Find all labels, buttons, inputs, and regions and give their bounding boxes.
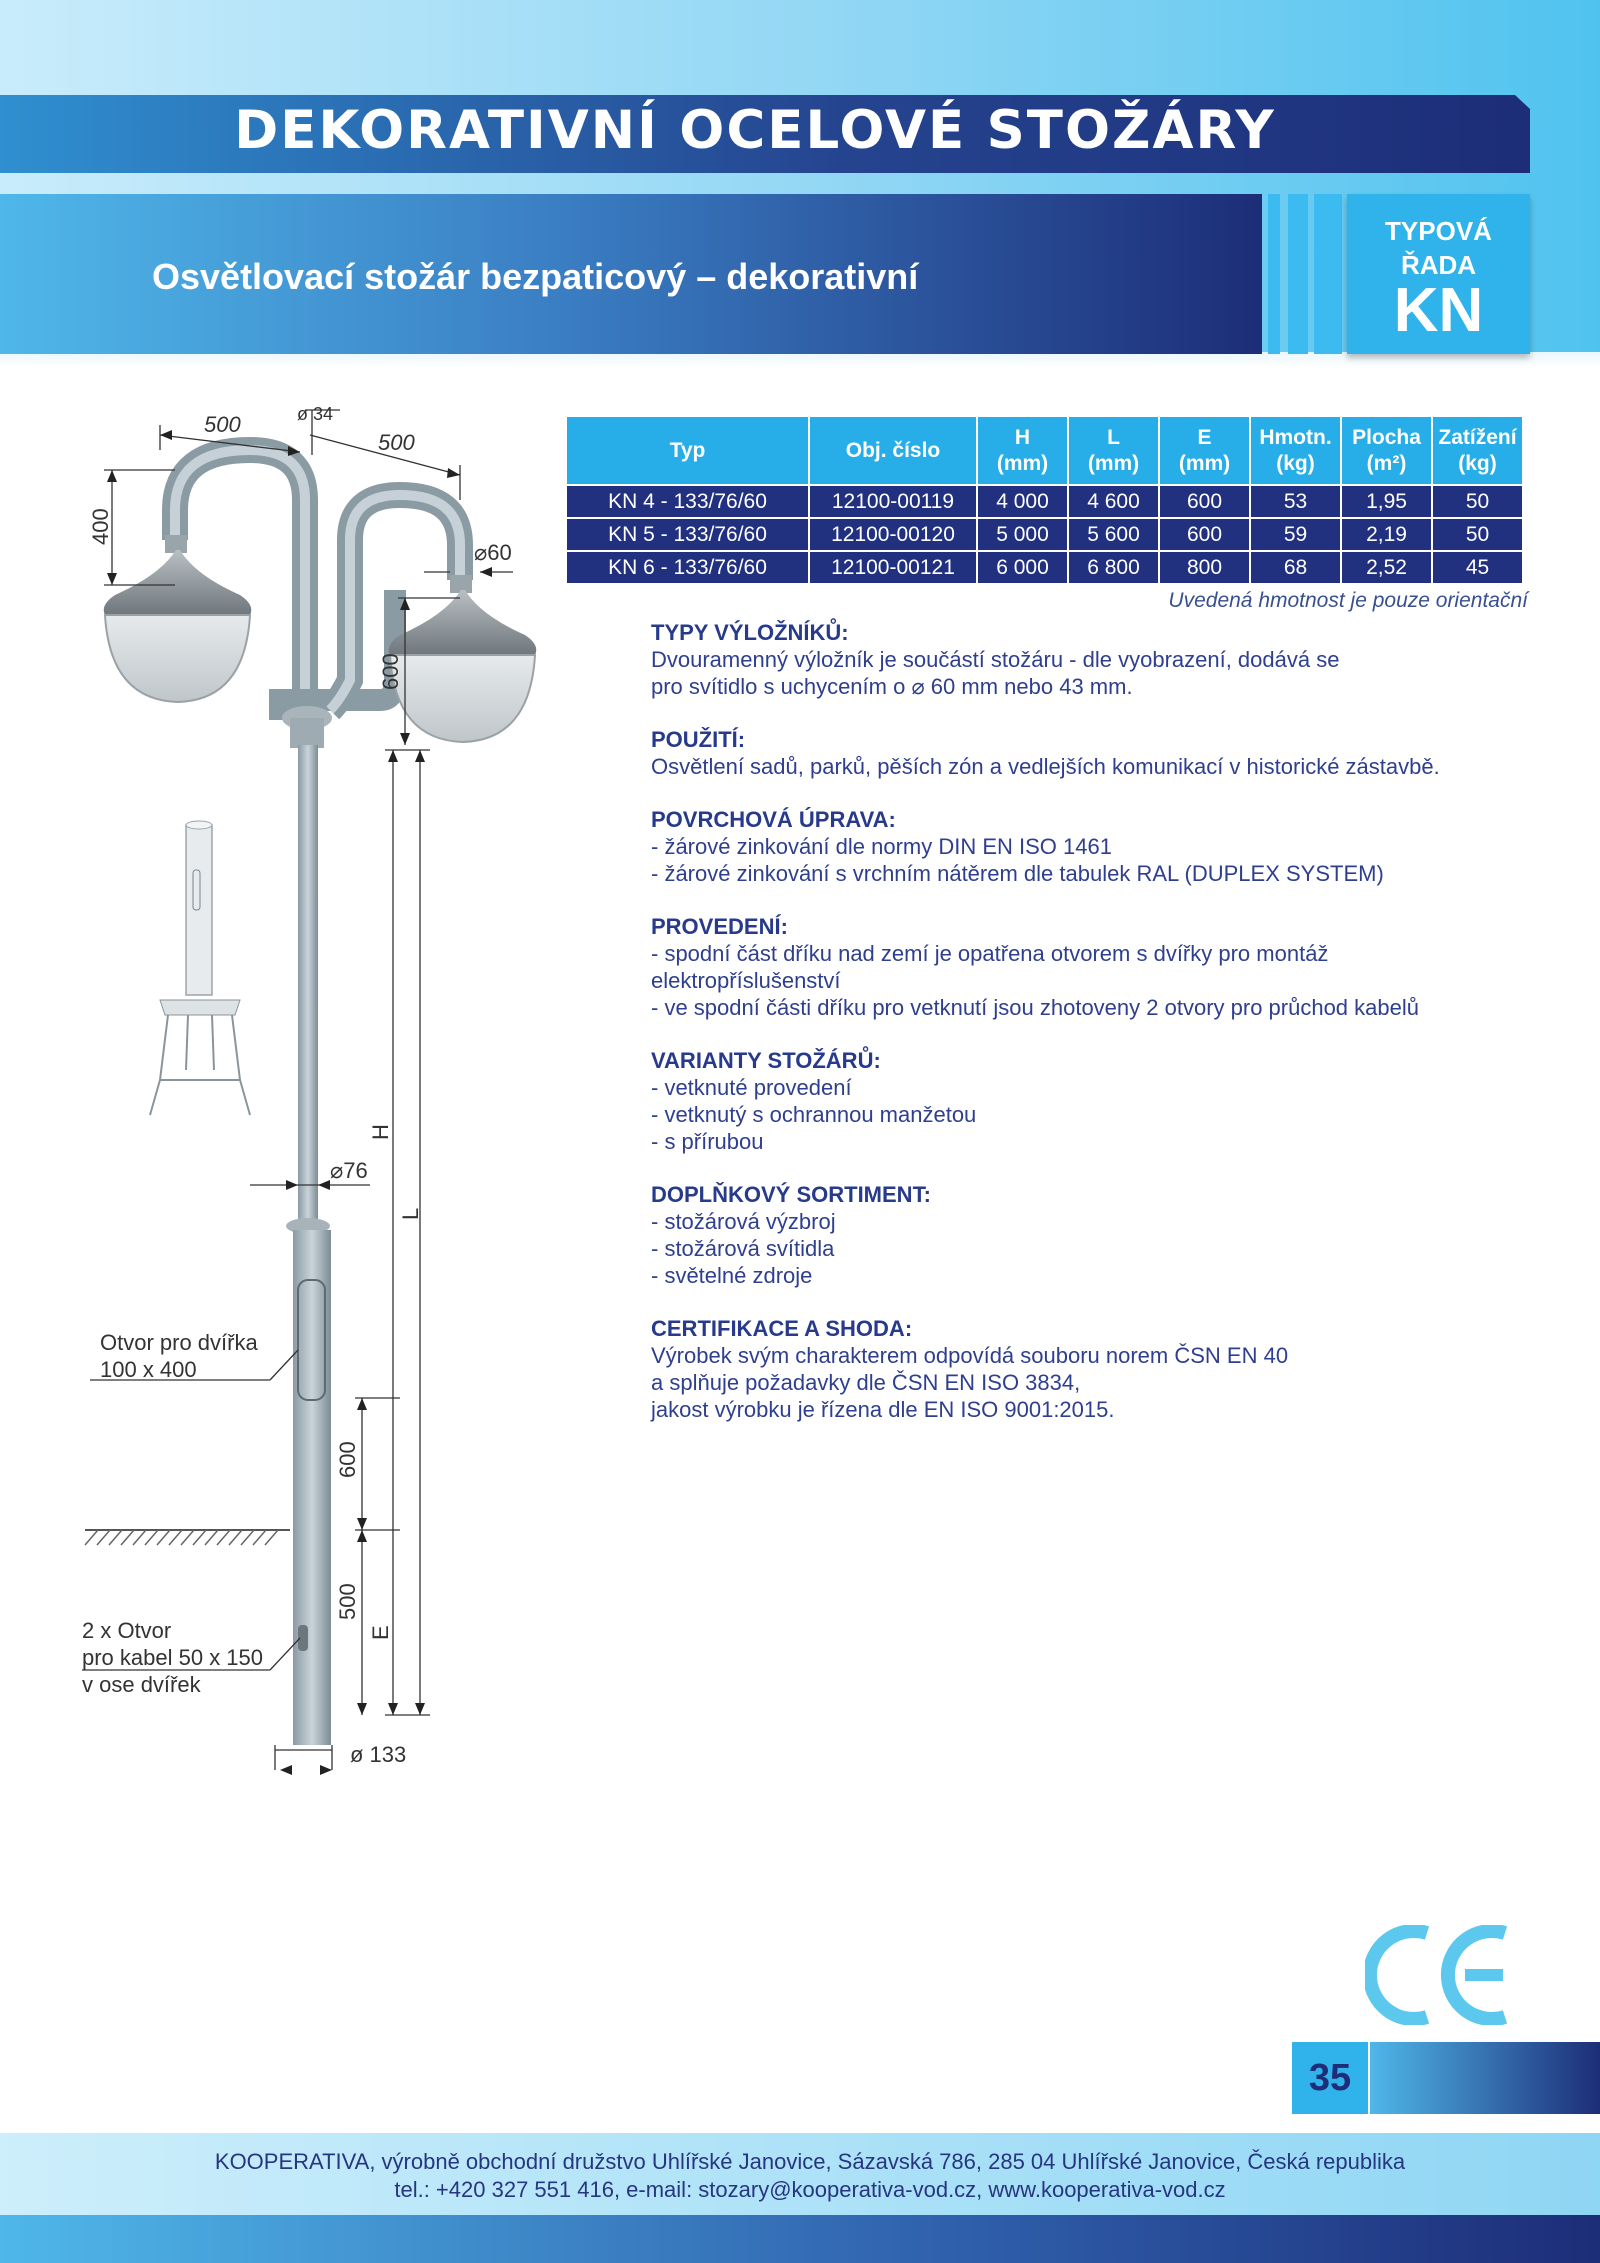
page-number: 35 bbox=[1292, 2042, 1368, 2114]
table-cell: 600 bbox=[1159, 518, 1250, 551]
table-cell: 6 000 bbox=[977, 551, 1068, 584]
table-cell: 800 bbox=[1159, 551, 1250, 584]
section-title: VARIANTY STOŽÁRŮ: bbox=[651, 1048, 881, 1073]
table-cell: 600 bbox=[1159, 485, 1250, 518]
section-title: TYPY VÝLOŽNÍKŮ: bbox=[651, 620, 849, 645]
luminaire-left-glass bbox=[105, 615, 250, 702]
table-header-row bbox=[566, 416, 1523, 485]
table-cell: 53 bbox=[1250, 485, 1341, 518]
table-header: Hmotn. (kg) bbox=[1250, 416, 1341, 485]
table-cell: 12100-00119 bbox=[809, 485, 977, 518]
series-label: TYPOVÁ bbox=[1385, 216, 1492, 246]
spec-table bbox=[565, 415, 1524, 585]
section-text: Výrobek svým charakterem odpovídá souboru norem ČSN EN 40 a splňuje požadavky dle ČSN EN ISO 3834, jakost výrobku je řízena dle EN ISO 9001:2015. bbox=[651, 1343, 1289, 1422]
table-header: Typ bbox=[566, 416, 809, 485]
table-cell: KN 4 - 133/76/60 bbox=[566, 485, 809, 518]
dim-label: E bbox=[368, 1625, 393, 1640]
dim-label: ø 133 bbox=[350, 1742, 407, 1767]
section-title: DOPLŇKOVÝ SORTIMENT: bbox=[651, 1182, 931, 1207]
footer-address: KOOPERATIVA, výrobně obchodní družstvo Uhlířské Janovice, Sázavská 786, 285 04 Uhlířské Janovice, Česká republika bbox=[214, 2149, 1406, 2174]
dim-label: 600 bbox=[335, 1441, 360, 1478]
table-cell: 12100-00120 bbox=[809, 518, 977, 551]
table-cell: 2,19 bbox=[1341, 518, 1432, 551]
page-title: DEKORATIVNÍ OCELOVÉ STOŽÁRY bbox=[234, 100, 1276, 161]
table-header: L (mm) bbox=[1068, 416, 1159, 485]
section-accessories bbox=[651, 1181, 1551, 1289]
series-label: ŘADA bbox=[1400, 250, 1477, 280]
dim-label: H bbox=[368, 1124, 393, 1140]
ce-mark-icon bbox=[1365, 1925, 1515, 2025]
table-cell: 4 000 bbox=[977, 485, 1068, 518]
subtitle: Osvětlovací stožár bezpaticový – dekorativní bbox=[152, 256, 919, 297]
table-row bbox=[566, 485, 1523, 518]
table-row bbox=[566, 518, 1523, 551]
luminaire-left-shade bbox=[104, 550, 252, 615]
dim-label: ⌀60 bbox=[474, 540, 512, 565]
table-cell: 68 bbox=[1250, 551, 1341, 584]
section-design bbox=[651, 913, 1551, 1021]
table-cell: 50 bbox=[1432, 518, 1523, 551]
arm-hub bbox=[290, 718, 324, 748]
decor-stripe bbox=[1314, 194, 1342, 354]
table-cell: 5 000 bbox=[977, 518, 1068, 551]
table-cell: KN 5 - 133/76/60 bbox=[566, 518, 809, 551]
callout-label: pro kabel 50 x 150 bbox=[82, 1645, 264, 1670]
bottom-bar bbox=[0, 2215, 1600, 2263]
dim-label: 500 bbox=[204, 412, 241, 437]
section-text: - stožárová výzbroj - stožárová svítidla - světelné zdroje bbox=[651, 1209, 836, 1288]
series-code: KN bbox=[1393, 276, 1484, 345]
table-note: Uvedená hmotnost je pouze orientační bbox=[1168, 589, 1528, 612]
section-text: - žárové zinkování dle normy DIN EN ISO 1461 - žárové zinkování s vrchním nátěrem dle tabulek RAL (DUPLEX SYSTEM) bbox=[651, 834, 1384, 886]
section-boom-types bbox=[651, 619, 1551, 700]
dim-label: ⌀76 bbox=[330, 1158, 368, 1183]
footer-contact: tel.: +420 327 551 416, e-mail: stozary@kooperativa-vod.cz, www.kooperativa-vod.cz bbox=[394, 2177, 1226, 2202]
section-surface bbox=[651, 806, 1551, 887]
callout-label: 2 x Otvor bbox=[82, 1618, 172, 1643]
section-certification bbox=[651, 1315, 1551, 1423]
base-variant-icon bbox=[150, 821, 250, 1115]
table-row bbox=[566, 551, 1523, 584]
section-text: - vetknuté provedení - vetknutý s ochrannou manžetou - s přírubou bbox=[651, 1075, 977, 1154]
section-text: Dvouramenný výložník je součástí stožáru - dle vyobrazení, dodává se pro svítidlo s uchycením o ⌀ 60 mm nebo 43 mm. bbox=[651, 647, 1340, 699]
table-cell: 4 600 bbox=[1068, 485, 1159, 518]
dim-label: ø 34 bbox=[297, 404, 334, 424]
table-header: Obj. číslo bbox=[809, 416, 977, 485]
table-cell: 6 800 bbox=[1068, 551, 1159, 584]
dim-label: 400 bbox=[88, 508, 113, 545]
table-cell: 59 bbox=[1250, 518, 1341, 551]
description-sections bbox=[651, 619, 1551, 1449]
dim-label: 600 bbox=[378, 653, 403, 690]
series-badge bbox=[1347, 194, 1530, 354]
table-cell: 45 bbox=[1432, 551, 1523, 584]
dim-label: 500 bbox=[335, 1583, 360, 1620]
section-title: CERTIFIKACE A SHODA: bbox=[651, 1316, 913, 1341]
section-title: POUŽITÍ: bbox=[651, 727, 746, 752]
section-title: POVRCHOVÁ ÚPRAVA: bbox=[651, 807, 896, 832]
callout-label: v ose dvířek bbox=[82, 1672, 201, 1697]
table-cell: 12100-00121 bbox=[809, 551, 977, 584]
ground-hatch bbox=[85, 1530, 278, 1545]
table-header: H (mm) bbox=[977, 416, 1068, 485]
table-cell: 5 600 bbox=[1068, 518, 1159, 551]
table-cell: 50 bbox=[1432, 485, 1523, 518]
header-fade bbox=[0, 352, 1600, 368]
decor-stripe bbox=[1268, 194, 1280, 354]
section-usage bbox=[651, 726, 1551, 780]
footer bbox=[0, 2148, 1600, 2204]
dim-label: L bbox=[398, 1207, 423, 1220]
callout-label: Otvor pro dvířka bbox=[100, 1330, 258, 1355]
table-header: E (mm) bbox=[1159, 416, 1250, 485]
callout-label: 100 x 400 bbox=[100, 1357, 197, 1382]
section-text: Osvětlení sadů, parků, pěších zón a vedlejších komunikací v historické zástavbě. bbox=[651, 754, 1440, 779]
section-text: - spodní část dříku nad zemí je opatřena otvorem s dvířky pro montáž elektropříslušenství - ve spodní části dříku pro vetknutí jsou zhotoveny 2 otvory pro průchod kabelů bbox=[651, 941, 1419, 1020]
table-cell: 2,52 bbox=[1341, 551, 1432, 584]
section-variants bbox=[651, 1047, 1551, 1155]
dim-label: 500 bbox=[378, 430, 415, 455]
pole-drawing bbox=[0, 380, 560, 1780]
decor-stripe bbox=[1288, 194, 1308, 354]
luminaire-right-shade bbox=[389, 590, 537, 655]
section-title: PROVEDENÍ: bbox=[651, 914, 788, 939]
table-header: Plocha (m²) bbox=[1341, 416, 1432, 485]
page-bar bbox=[1370, 2042, 1600, 2114]
table-cell: KN 6 - 133/76/60 bbox=[566, 551, 809, 584]
luminaire-right-glass bbox=[390, 655, 535, 742]
table-cell: 1,95 bbox=[1341, 485, 1432, 518]
table-header: Zatížení (kg) bbox=[1432, 416, 1523, 485]
